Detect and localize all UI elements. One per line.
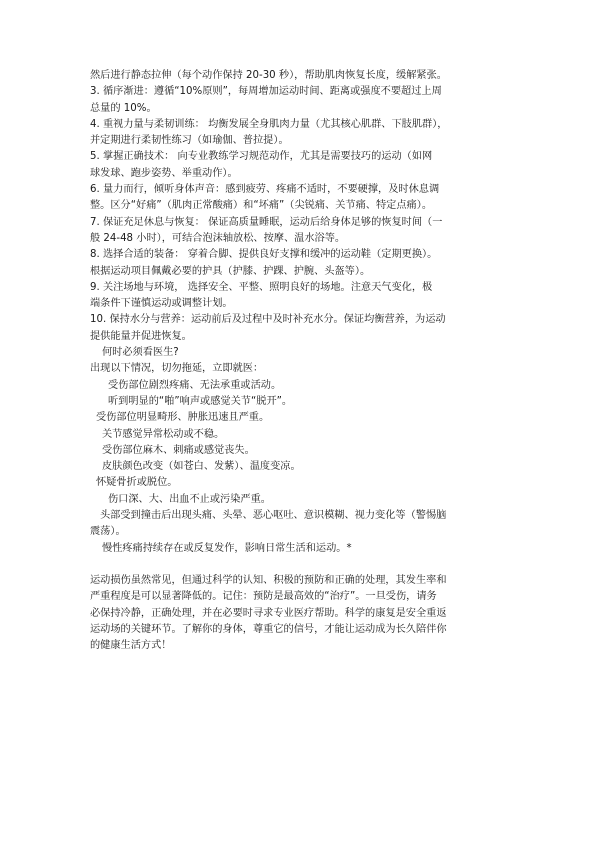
warning-item: 受伤部位剧烈疼痛、无法承重或活动。 — [108, 379, 282, 391]
tip-8 — [90, 247, 510, 280]
conclusion-line-3: 必保持冷静，正确处理，并在必要时寻求专业医疗帮助。科学的康复是安全重返 — [90, 607, 447, 619]
tip-8-line-2: 根据运动项目佩戴必要的护具（护膝、护踝、护腕、头盔等）。 — [90, 265, 371, 277]
tip-6-line-1: 6. 量力而行，倾听身体声音：感到疲劳、疼痛不适时，不要硬撑，及时休息调 — [90, 184, 440, 196]
tip-7 — [90, 215, 510, 248]
conclusion-paragraph — [90, 573, 510, 654]
doctor-section-intro: 出现以下情况，切勿拖延，立即就医： — [90, 363, 264, 375]
paragraph-gap — [90, 557, 510, 573]
tip-8-line-1: 8. 选择合适的装备： 穿着合脚、提供良好支撑和缓冲的运动鞋（定期更换）。 — [90, 249, 438, 261]
tip-10 — [90, 312, 510, 345]
conclusion-line-4: 运动场的关键环节。了解你的身体，尊重它的信号，才能让运动成为长久陪伴你 — [90, 623, 447, 635]
warning-item: 受伤部位明显畸形、肿胀迅速且严重。 — [96, 412, 270, 424]
warning-item: 关节感觉异常松动或不稳。 — [102, 428, 225, 440]
tip-4-line-1: 4. 重视力量与柔韧训练： 均衡发展全身肌肉力量（尤其核心肌群、下肢肌群）， — [90, 118, 448, 130]
tip-4-line-2: 并定期进行柔韧性练习（如瑜伽、普拉提）。 — [90, 135, 289, 147]
tip-9-line-2: 端条件下谨慎运动或调整计划。 — [90, 298, 233, 310]
tip-3-line-1: 3. 循序渐进：遵循“10%原则”，每周增加运动时间、距离或强度不要超过上周 — [90, 86, 442, 98]
tip-5-line-1: 5. 掌握正确技术： 向专业教练学习规范动作，尤其是需要技巧的运动（如网 — [90, 151, 433, 163]
conclusion-line-2: 严重程度是可以显著降低的。记住：预防是最高效的“治疗”。一旦受伤，请务 — [90, 591, 437, 603]
tip-3-line-2: 总量的 10%。 — [90, 102, 157, 114]
warning-list — [90, 378, 510, 557]
warning-item: 伤口深、大、出血不止或污染严重。 — [108, 493, 271, 505]
warning-item: 头部受到撞击后出现头痛、头晕、恶心呕吐、意识模糊、视力变化等（警惕脑 — [100, 510, 447, 522]
stretch-continuation-line: 然后进行静态拉伸（每个动作保持 20-30 秒），帮助肌肉恢复长度，缓解紧张。 — [90, 70, 447, 81]
warning-item: 怀疑骨折或脱位。 — [96, 477, 178, 489]
tip-7-line-2: 般 24-48 小时），可结合泡沫轴放松、按摩、温水浴等。 — [90, 232, 346, 244]
tip-7-line-1: 7. 保证充足休息与恢复： 保证高质量睡眠，运动后给身体足够的恢复时间（一 — [90, 216, 443, 228]
tip-10-line-1: 10. 保持水分与营养：运动前后及过程中及时补充水分。保证均衡营养，为运动 — [90, 314, 446, 326]
tip-5 — [90, 149, 510, 182]
conclusion-line-1: 运动损伤虽然常见，但通过科学的认知、积极的预防和正确的处理，其发生率和 — [90, 574, 447, 586]
document-page — [90, 68, 510, 654]
tip-4 — [90, 117, 510, 150]
tip-9-line-1: 9. 关注场地与环境， 选择安全、平整、照明良好的场地。注意天气变化，极 — [90, 281, 433, 293]
warning-item: 慢性疼痛持续存在或反复发作，影响日常生活和运动。* — [102, 542, 352, 554]
tip-3 — [90, 84, 510, 117]
warning-item: 听到明显的“啪”响声或感觉关节“脱开”。 — [108, 395, 293, 407]
tip-6-line-2: 整。区分“好痛”（肌肉正常酸痛）和“坏痛”（尖锐痛、关节痛、特定点痛）。 — [90, 200, 433, 212]
doctor-section-heading: 何时必须看医生? — [102, 347, 179, 359]
conclusion-line-5: 的健康生活方式！ — [90, 640, 172, 652]
tip-9 — [90, 280, 510, 313]
tip-10-line-2: 提供能量并促进恢复。 — [90, 330, 192, 342]
tip-5-line-2: 球发球、跑步姿势、举重动作）。 — [90, 167, 238, 179]
tip-6 — [90, 182, 510, 215]
warning-item: 受伤部位麻木、刺痛或感觉丧失。 — [102, 444, 255, 456]
warning-item: 皮肤颜色改变（如苍白、发紫）、温度变凉。 — [102, 461, 301, 473]
warning-item-continuation: 震荡）。 — [90, 526, 126, 538]
